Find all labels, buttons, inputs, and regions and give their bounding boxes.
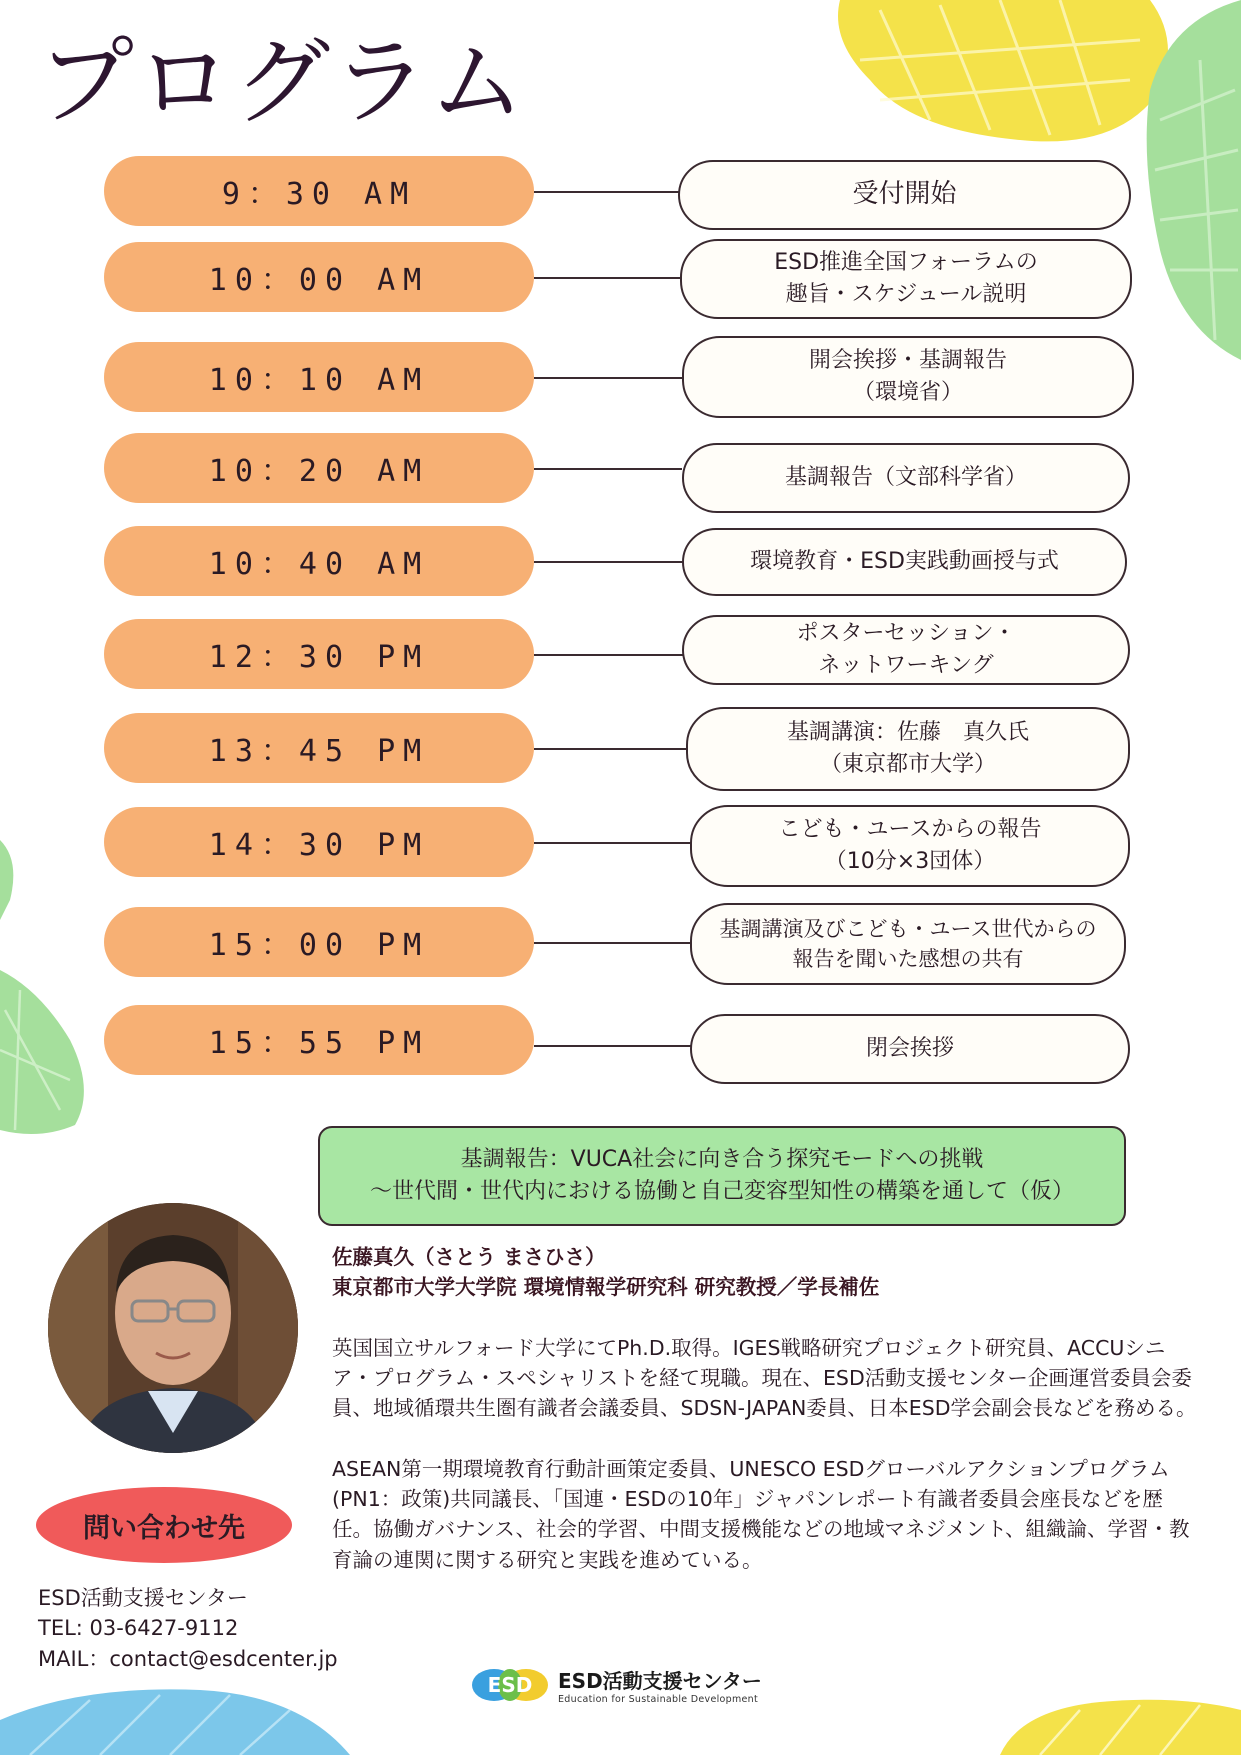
connector-line (534, 842, 692, 844)
event-box: 受付開始 (678, 160, 1131, 230)
contact-heading: 問い合わせ先 (36, 1487, 292, 1563)
schedule-row (0, 433, 1241, 513)
logo-name: ESD活動支援センター (558, 1669, 762, 1693)
schedule-row (0, 526, 1241, 606)
time-pill: 9：30 AM (104, 156, 534, 226)
event-box: 環境教育・ESD実践動画授与式 (682, 528, 1127, 596)
time-pill: 12：30 PM (104, 619, 534, 689)
time-pill: 10：20 AM (104, 433, 534, 503)
decoration-bottom-left (0, 1680, 360, 1755)
connector-line (534, 1045, 692, 1047)
connector-line (534, 277, 682, 279)
time-pill: 13：45 PM (104, 713, 534, 783)
event-box: 基調報告（文部科学省） (682, 443, 1130, 513)
event-box: 基調講演及びこども・ユース世代からの 報告を聞いた感想の共有 (690, 903, 1126, 985)
speaker-bio-paragraph: 英国国立サルフォード大学にてPh.D.取得。IGES戦略研究プロジェクト研究員、ACCUシニア・プログラム・スペシャリストを経て現職。現在、ESD活動支援センター企画運営委員会委員、地域循環共生圏有識者会議委員、SDSN-JAPAN委員、日本ESD学会副会長などを務める。 (332, 1335, 1197, 1421)
time-pill: 14：30 PM (104, 807, 534, 877)
keynote-banner (318, 1126, 1126, 1226)
decoration-bottom-right (980, 1690, 1241, 1755)
contact-info (38, 1583, 338, 1674)
logo-mark-text: ESD (487, 1673, 533, 1697)
schedule-row (0, 156, 1241, 236)
schedule-row (0, 807, 1241, 887)
speaker-portrait (48, 1203, 298, 1453)
event-box: 閉会挨拶 (690, 1014, 1130, 1084)
event-box: ESD推進全国フォーラムの 趣旨・スケジュール説明 (680, 239, 1132, 319)
time-pill: 10：10 AM (104, 342, 534, 412)
time-pill: 10：40 AM (104, 526, 534, 596)
speaker-name: 佐藤真久（さとう まさひさ） (332, 1245, 606, 1269)
connector-line (534, 942, 692, 944)
schedule-row (0, 713, 1241, 793)
page-title: プログラム (38, 26, 528, 138)
connector-line (534, 468, 682, 470)
contact-mail[interactable]: MAIL：contact@esdcenter.jp (38, 1646, 338, 1671)
schedule-row (0, 907, 1241, 987)
time-pill: 10：00 AM (104, 242, 534, 312)
logo-tagline: Education for Sustainable Development (558, 1694, 759, 1705)
connector-line (534, 377, 682, 379)
connector-line (534, 748, 688, 750)
speaker-bio-paragraph: ASEAN第一期環境教育行動計画策定委員、UNESCO ESDグローバルアクションプログラム(PN1：政策)共同議長、「国連・ESDの10年」ジャパンレポート有識者委員会座長などを歴任。協働ガバナンス、社会的学習、中間支援機能などの地域マネジメント、組織論、学習・教育論の連関に関する研究と実践を進めている。 (332, 1456, 1190, 1572)
connector-line (534, 561, 684, 563)
contact-org: ESD活動支援センター (38, 1586, 248, 1610)
speaker-info (332, 1242, 1202, 1575)
esd-logo-icon (470, 1664, 550, 1706)
keynote-title: 基調報告：VUCA社会に向き合う探究モードへの挑戦 (460, 1147, 984, 1173)
time-pill: 15：00 PM (104, 907, 534, 977)
contact-tel[interactable]: TEL: 03-6427-9112 (38, 1616, 239, 1641)
schedule-row (0, 342, 1241, 422)
speaker-affiliation: 東京都市大学大学院 環境情報学研究科 研究教授／学長補佐 (332, 1275, 880, 1300)
speaker-photo (48, 1203, 298, 1453)
keynote-subtitle: ～世代間・世代内における協働と自己変容型知性の構築を通して（仮） (369, 1179, 1074, 1204)
schedule-row (0, 242, 1241, 322)
schedule-row (0, 619, 1241, 699)
schedule-row (0, 1005, 1241, 1085)
event-box: 基調講演：佐藤 真久氏 （東京都市大学） (686, 707, 1130, 791)
event-box: こども・ユースからの報告 （10分×3団体） (690, 805, 1130, 887)
time-pill: 15：55 PM (104, 1005, 534, 1075)
connector-line (534, 191, 680, 193)
event-box: ポスターセッション・ ネットワーキング (682, 615, 1130, 685)
connector-line (534, 654, 684, 656)
esd-center-logo (470, 1664, 762, 1706)
event-box: 開会挨拶・基調報告 （環境省） (682, 336, 1134, 418)
